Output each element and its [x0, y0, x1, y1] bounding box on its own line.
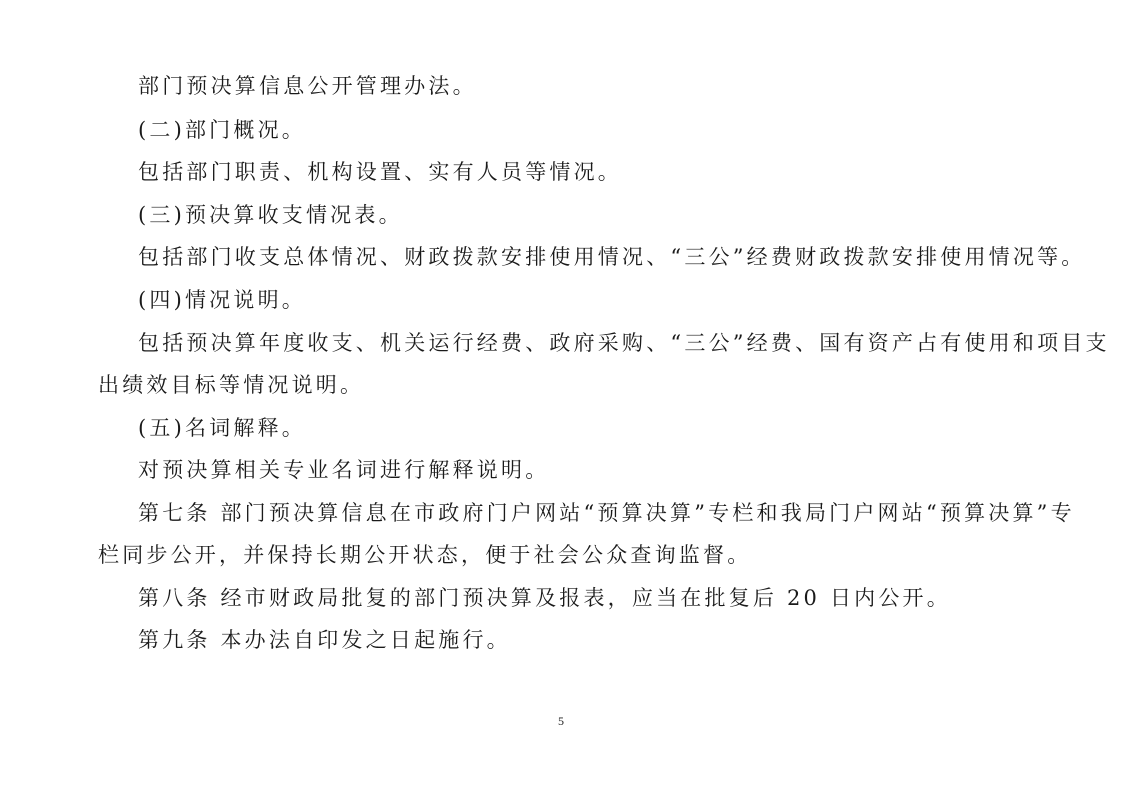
section-heading: (四)情况说明。: [138, 288, 306, 312]
paragraph-continuation-line: 栏同步公开，并保持长期公开状态，便于社会公众查询监督。: [98, 543, 752, 567]
paragraph-line: 包括部门职责、机构设置、实有人员等情况。: [138, 160, 622, 184]
paragraph-line: 包括预决算年度收支、机关运行经费、政府采购、“三公”经费、国有资产占有使用和项目支: [138, 331, 1110, 355]
text-line: 部门预决算信息公开管理办法。: [138, 74, 477, 98]
page-number: 5: [558, 714, 564, 728]
section-heading: (三)预决算收支情况表。: [138, 203, 403, 227]
article-line: 第七条 部门预决算信息在市政府门户网站“预算决算”专栏和我局门户网站“预算决算”专: [138, 501, 1075, 525]
paragraph-line: 对预决算相关专业名词进行解释说明。: [138, 458, 550, 482]
section-heading: (五)名词解释。: [138, 416, 306, 440]
article-line: 第九条 本办法自印发之日起施行。: [138, 628, 511, 652]
section-heading: (二)部门概况。: [138, 118, 306, 142]
paragraph-continuation-line: 出绩效目标等情况说明。: [98, 373, 365, 397]
article-line: 第八条 经市财政局批复的部门预决算及报表，应当在批复后 20 日内公开。: [138, 586, 951, 610]
paragraph-line: 包括部门收支总体情况、财政拨款安排使用情况、“三公”经费财政拨款安排使用情况等。: [138, 245, 1086, 269]
